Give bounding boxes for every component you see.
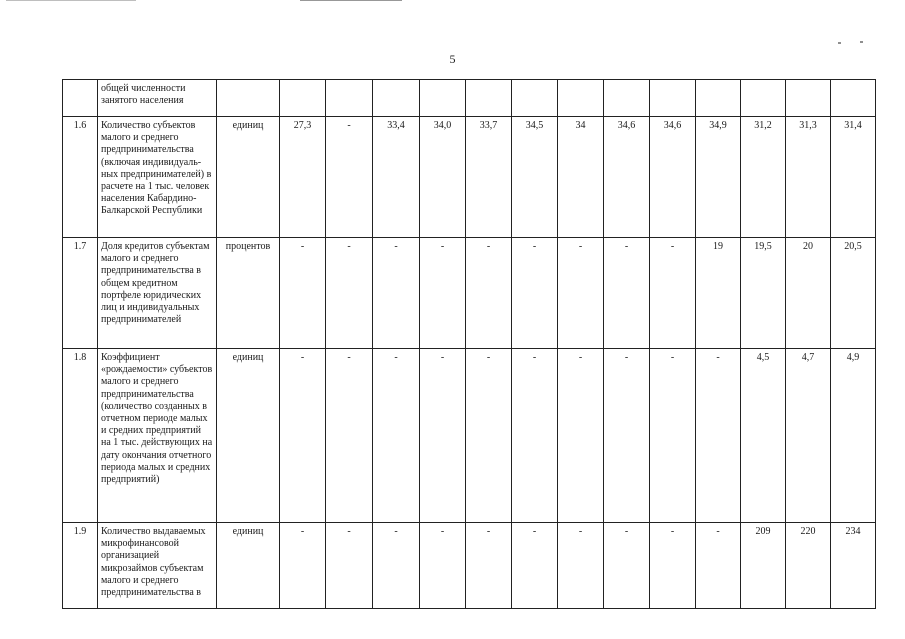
value-cell: 4,5 [741, 349, 786, 523]
value-cell: - [696, 523, 741, 609]
value-cell: - [558, 349, 604, 523]
value-cell: - [512, 349, 558, 523]
value-cell: - [512, 523, 558, 609]
value-cell: 220 [786, 523, 831, 609]
value-cell: 34,6 [650, 117, 696, 238]
unit-cell: единиц [217, 117, 280, 238]
value-cell: 20 [786, 238, 831, 349]
value-cell: 33,4 [373, 117, 420, 238]
value-cell: 31,3 [786, 117, 831, 238]
value-cell: - [650, 238, 696, 349]
table-row [63, 238, 876, 349]
value-cell: - [280, 523, 326, 609]
value-cell: - [604, 523, 650, 609]
value-cell: - [373, 523, 420, 609]
indicators-table [62, 79, 876, 609]
value-cell: - [420, 238, 466, 349]
row-number [63, 80, 98, 117]
value-cell: 34,9 [696, 117, 741, 238]
indicator-name: Количество выдаваемых микрофинансовой организацией микрозаймов субъектам малого и среднего предпринимательства в [98, 523, 217, 609]
value-cell: - [373, 238, 420, 349]
value-cell: 31,2 [741, 117, 786, 238]
value-cell: 19 [696, 238, 741, 349]
value-cell [512, 80, 558, 117]
table-row [63, 117, 876, 238]
value-cell: - [326, 523, 373, 609]
value-cell [604, 80, 650, 117]
value-cell: - [280, 349, 326, 523]
value-cell [373, 80, 420, 117]
scan-artifact [860, 41, 863, 43]
value-cell: 20,5 [831, 238, 876, 349]
indicator-name: общей численности занятого населения [98, 80, 217, 117]
value-cell: - [420, 523, 466, 609]
value-cell: - [326, 117, 373, 238]
value-cell: - [280, 238, 326, 349]
value-cell: 4,7 [786, 349, 831, 523]
value-cell: 4,9 [831, 349, 876, 523]
scan-artifact [838, 42, 841, 44]
value-cell [786, 80, 831, 117]
value-cell [558, 80, 604, 117]
value-cell: 34,6 [604, 117, 650, 238]
value-cell: 19,5 [741, 238, 786, 349]
indicator-name: Количество субъектов малого и среднего предпринимательства (включая индивидуаль-ных предпринимателей) в расчете на 1 тыс. человек населения Кабардино-Балкарской Республики [98, 117, 217, 238]
value-cell: - [373, 349, 420, 523]
scan-artifact [300, 0, 402, 1]
table-row [63, 349, 876, 523]
value-cell: 31,4 [831, 117, 876, 238]
row-number: 1.6 [63, 117, 98, 238]
value-cell: 234 [831, 523, 876, 609]
unit-cell: процентов [217, 238, 280, 349]
value-cell: - [466, 349, 512, 523]
scan-artifact [6, 0, 136, 1]
value-cell: 34 [558, 117, 604, 238]
value-cell: - [604, 349, 650, 523]
value-cell: - [466, 523, 512, 609]
value-cell: - [558, 523, 604, 609]
value-cell: - [512, 238, 558, 349]
value-cell: 209 [741, 523, 786, 609]
table-row [63, 523, 876, 609]
value-cell [696, 80, 741, 117]
value-cell: - [558, 238, 604, 349]
value-cell: 34,5 [512, 117, 558, 238]
row-number: 1.8 [63, 349, 98, 523]
value-cell: - [604, 238, 650, 349]
unit-cell [217, 80, 280, 117]
value-cell [420, 80, 466, 117]
value-cell: - [650, 349, 696, 523]
value-cell: - [326, 349, 373, 523]
value-cell: 27,3 [280, 117, 326, 238]
row-number: 1.7 [63, 238, 98, 349]
unit-cell: единиц [217, 523, 280, 609]
value-cell [280, 80, 326, 117]
value-cell: - [420, 349, 466, 523]
table-row [63, 80, 876, 117]
indicator-name: Коэффициент «рождаемости» субъектов малого и среднего предпринимательства (количество созданных в отчетном периоде малых и средних предприятий на 1 тыс. действующих на дату окончания отчетного периода малых и средних предприятий) [98, 349, 217, 523]
indicator-name: Доля кредитов субъектам малого и среднего предпринимательства в общем кредитном портфеле юридических лиц и индивидуальных предпринимателей [98, 238, 217, 349]
value-cell: - [466, 238, 512, 349]
value-cell [466, 80, 512, 117]
value-cell [650, 80, 696, 117]
value-cell: 34,0 [420, 117, 466, 238]
value-cell: - [326, 238, 373, 349]
page-number: 5 [449, 52, 456, 66]
value-cell [741, 80, 786, 117]
value-cell: 33,7 [466, 117, 512, 238]
row-number: 1.9 [63, 523, 98, 609]
value-cell [326, 80, 373, 117]
value-cell: - [696, 349, 741, 523]
value-cell: - [650, 523, 696, 609]
value-cell [831, 80, 876, 117]
unit-cell: единиц [217, 349, 280, 523]
